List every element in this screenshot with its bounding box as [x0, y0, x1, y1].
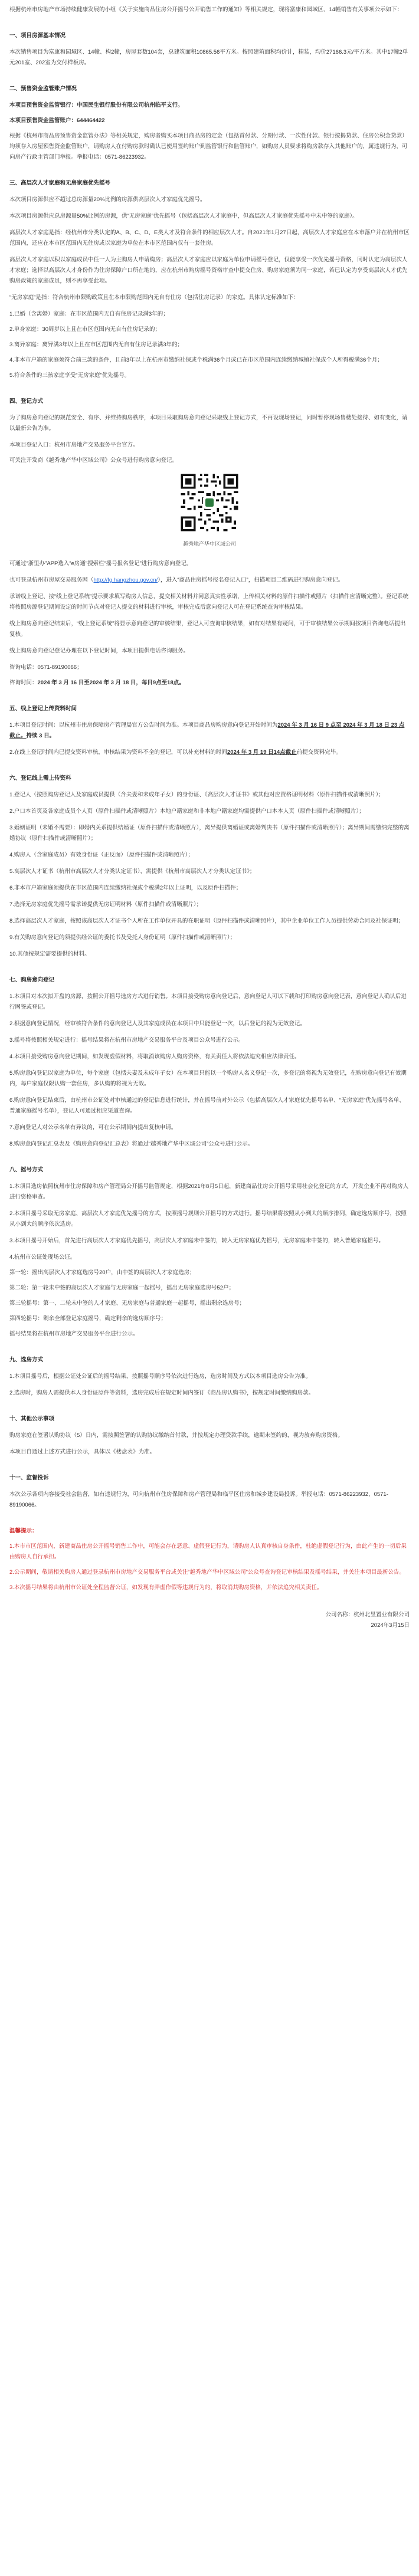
paragraph: 3.摇号将按照相关规定进行：摇号结果将在杭州市房地产交易服务平台及项目公众号进行公示。: [9, 1037, 244, 1043]
section-title: 十、其他公示事项: [9, 1416, 55, 1422]
paragraph: 4.杭州市公证处现场公证。: [9, 1254, 76, 1261]
text-run: ），进入“商品住房摇号报名登记入口”，扫描项目二维码进行购房意向登记。: [158, 577, 344, 583]
paragraph: 根据《杭州市商品房预售资金监管办法》等相关规定，购房者购买本项目商品房的定金（包括首付款、分期付款、一次性付款、银行按揭贷款、住房公积金贷款）均须存入房屋预售资金监管账户，请购房人在付购房款时确认已使用签约账户到监管银行和监管账户，如购房人员要求将购房款存入其他账户的，属违规行为，可向房产行政主管部门举报。举报电话：0571-86223932。: [9, 133, 408, 160]
lottery-round: 第一轮：摇出高层次人才家庭选房号20户，由中签的高层次人才家庭选房；: [9, 1269, 195, 1276]
list-item: 8.选择高层次人才家庭，按照该高层次人才证书个人所在工作单位开具的在职证明（原件扫描件或清晰照片），其中企业单位工作人员提供劳动合同及社保证明；: [9, 918, 404, 924]
reminder-item: 2.公示期间，敬请相关购房人通过登录杭州市房地产交易服务平台或关注“越秀地产华中区域公司”公众号查询登记审核结果及摇号结果，并关注本项目最新公告。: [9, 1569, 405, 1576]
list-item: 3.离异家庭：离异满3年以上且在市区范围内无自有住房记录满3年的；: [9, 342, 183, 348]
list-item: 6.非本市户籍家庭须提供在市区范围内连续缴纳社保或个税满2年以上证明，以及原件扫描件；: [9, 885, 242, 891]
text-run: 也可登录杭州市房屋交易服务网（: [9, 577, 94, 583]
paragraph: 本次项目房源供应不超过总房源量20%比例的房源供高层次人才家庭优先摇号。: [9, 196, 206, 203]
paragraph: 3.本项目摇号开始后，首先进行高层次人才家庭优先摇号，高层次人才家庭未中签的，转入无房家庭优先摇号，无房家庭未中签的，转入普通家庭摇号。: [9, 1238, 384, 1244]
paragraph: 2.本项目摇号采取无房家庭、高层次人才家庭优先摇号的方式，按照摇号规则公开摇号的方式进行。摇号结果将按照从小到大的顺序排列，确定选房顺序号，按照从小到大的顺序依次选房。: [9, 1210, 407, 1228]
paragraph: 本项目自通过上述方式进行公示，具体以《楼盘表》为准。: [9, 1449, 156, 1455]
section-title: 十一、监督投诉: [9, 1475, 49, 1481]
company-name: 公司名称：杭州北昱置业有限公司: [325, 1612, 410, 1618]
announcement-date: 2024年3月15日: [371, 1622, 410, 1629]
section-title: 三、高层次人才家庭和无房家庭优先摇号: [9, 180, 111, 186]
signature-block: [9, 1610, 410, 1631]
section-registration-method: [9, 396, 410, 688]
section-escrow-account: [9, 84, 410, 163]
reminder-item: 3.本次摇号结果将由杭州市公证处全程监督公证，如发现有弄虚作假等违规行为的，将取消其购房资格，并依法追究相关责任。: [9, 1584, 323, 1591]
list-item: 7.选择无房家庭优先摇号需承诺提供无房证明材料（原件扫描件或清晰照片）；: [9, 901, 202, 908]
paragraph: 4.本项目接受购房意向登记期间，如发现虚假材料，将取消该购房人购房资格，有关责任人将依法追究相应法律责任。: [9, 1054, 300, 1060]
section-title: 一、项目房源基本情况: [9, 32, 66, 39]
list-item: 1.已婚（含离婚）家庭：在市区范围内无自有住房记录满3年的；: [9, 311, 169, 317]
consult-time-value: 2024 年 3 月 16 日至2024 年 3 月 18 日，每日9点至18点。: [37, 680, 185, 686]
paragraph: 7.意向登记人对公示名单有异议的，可在公示期间内提出复核申请。: [9, 1124, 177, 1131]
paragraph: 线上购房意向登记结束后，“线上登记系统”将显示意向登记的审核结果，登记人可查询审核结果，如有对结果有疑问，可于审核结果公示期间按项目咨询电话提出复核。: [9, 621, 406, 638]
paragraph: “无房家庭”是指：符合杭州市限购政策且在本市限购范围内无自有住房（包括住房记录）的家庭。具体认定标准如下：: [9, 294, 299, 301]
paragraph: 2.根据意向登记情况，经审核符合条件的意向登记人及其家庭成员在本项目中只能登记一次，以后登记的视为无效登记。: [9, 1020, 306, 1027]
section-required-documents: [9, 773, 410, 960]
section-title: 八、摇号方式: [9, 1167, 44, 1173]
qr-code-block: [9, 472, 410, 549]
section-title: 七、购房意向登记: [9, 977, 55, 983]
paragraph: 1.本项目摇号后，根据公证处公证后的摇号结果，按照摇号顺序号依次进行选房，选房时间及方式以本项目选房公告为准。: [9, 1373, 312, 1380]
consult-time: [9, 678, 410, 688]
text-run: 2.在线上登记时间内已提交资料审核，审核结果为资料不全的登记，可以补充材料的时间: [9, 749, 227, 756]
section-title: 九、选房方式: [9, 1357, 44, 1363]
paragraph: 2.选房时，购房人需提供本人身份证原件等资料，选房完成后在规定时间内签订《商品房认购书》，按规定时间缴纳购房款。: [9, 1390, 315, 1396]
section-other-matters: [9, 1414, 410, 1458]
paragraph: 购房家庭在签署认购协议（5）日内，需按照签署的认购协议缴纳首付款，并按规定办理贷款手续，逾期未签约的，视为放弃购房资格。: [9, 1432, 343, 1439]
text-run: 持续 3 日。: [26, 733, 55, 739]
section-selection-method: [9, 1355, 410, 1399]
section-title: 四、登记方式: [9, 398, 44, 405]
paragraph: 高层次人才家庭以积以家庭成员中任一人为主购房人申请购房；高层次人才家庭应以家庭为单位申请摇号登记，仅能享受一次优先摇号资格，同时认定为高层次人才家庭；选择以高层次人才身份作为住房保障户口所在地的，应在杭州市购房摇号资格审查中提交住房、购房家庭须为同一家庭，若已认定为享受高层次人才优先购房政策的家庭成员，则不再享受此项。: [9, 257, 408, 284]
paragraph: 本项目登记入口：杭州市房地产交易服务平台官方。: [9, 442, 139, 448]
text-run: 咨询时间：: [9, 680, 38, 686]
list-item: 5.高层次人才证书（杭州市高层次人才分类认定证书），需提供《杭州市高层次人才分类认定证书》；: [9, 868, 256, 875]
paragraph: 为了购房意向登记的规范安全、有序、并维持购房秩序，本项目采取购房意向登记采取线上登记方式，不再设现场登记，同时暂停现场售楼处接待、如有变化，请以最新公告为准。: [9, 415, 408, 432]
paragraph: [9, 720, 410, 741]
paragraph: 摇号结果将在杭州市房地产交易服务平台进行公示。: [9, 1331, 139, 1337]
list-item: 4.购房人（含家庭成员）有效身份证（正反面）（原件扫描件或清晰照片）；: [9, 852, 194, 858]
escrow-account-number: 本项目预售资金监管账户：644464422: [9, 117, 105, 124]
paragraph: 本次销售项目为富康和园域区、14幢、构2幢，房屋套数104套，总建筑面积10865.56平方米。按照建筑面积均价计，精装，均价27166.3元/平方米。其中17幢2单元201室、202室为交付样板房。: [9, 49, 408, 66]
paragraph: [9, 575, 410, 586]
section-title: 五、线上登记上传资料时间: [9, 705, 77, 712]
list-item: 5.符合条件的三孩家庭享受“无房家庭”优先摇号。: [9, 372, 130, 379]
section-project-info: [9, 31, 410, 68]
list-item: 10.其他按规定需要提供的材料。: [9, 951, 90, 957]
list-item: 2.户口本首页及各家庭成员个人页（原件扫描件或清晰照片）本地户籍家庭和非本地户籍家庭均需提供户口本本人页（原件扫描件或清晰照片）；: [9, 808, 365, 815]
text-run: 前提交资料完毕。: [296, 749, 342, 756]
supplement-deadline: 2024 年 3 月 19 日14点截止: [227, 749, 297, 756]
registration-period: 2024 年 3 月 16 日 9 点至 2024 年 3 月 18 日 23 点截止。: [9, 722, 405, 739]
qr-code-image[interactable]: [179, 472, 240, 533]
paragraph: 1.本项目选房依照杭州市住房保障和房产管理局公开摇号监管规定，根据2021年8月5日起，新建商品住房公开摇号采用社会化登记的方式，开发企业不再对购房人进行资格审查。: [9, 1183, 409, 1200]
paragraph: 本次公示各项内容接受社会监督，如有违规行为，可向杭州市住房保障和房产管理局和临平区住房和城乡建设局投诉。举报电话：0571-86223932，0571-89190066。: [9, 1491, 388, 1508]
section-lottery-method: [9, 1165, 410, 1340]
paragraph: 5.购房意向登记以家庭为单位，每个家庭（包括夫妻及未成年子女）在本项目只能以一个购房人名义登记一次，多登记的将视为无效登记，在购房意向登记有效期内，每户家庭仅限认购一套住房，多认购的将视为无效。: [9, 1070, 407, 1087]
section-title: 二、预售资金监管账户情况: [9, 86, 77, 92]
registration-site-link[interactable]: http://fg.hangzhou.gov.cn/: [93, 577, 158, 583]
consult-phone: 咨询电话：0571-89190066；: [9, 664, 83, 671]
list-item: 1.登记人（按照购房登记人及家庭成员提供（含夫妻和未成年子女）的身份证、《高层次人才证书》或其他对应资格证明材料（原件扫描件或清晰照片）；: [9, 792, 384, 798]
section-intent-registration: [9, 975, 410, 1150]
warm-reminder-title: 温馨提示：: [9, 1528, 38, 1534]
paragraph: 8.购房意向登记汇总表及《购房意向登记汇总表》将通过“越秀地产华中区域公司”公众号进行公示。: [9, 1141, 254, 1147]
paragraph: [9, 747, 410, 758]
qr-caption: 越秀地产华中区域公司: [182, 541, 236, 547]
paragraph: 6.购房意向登记结束后，由杭州市公证处对审核通过的登记信息进行统计，并在摇号前对外公示（包括高层次人才家庭优先摇号名单、“无房家庭”优先摇号名单、普通家庭摇号名单），登记人可通过相应渠道查询。: [9, 1097, 405, 1114]
paragraph: 高层次人才家庭是指：经杭州市分类认定的A、B、C、D、E类人才及符合条件的相应层次人才。自2021年1月27日起，高层次人才家庭应在本市落户并在杭州市区范围内，还应在本市区范围内无住房或以家庭为单位在本市区范围内仅有一套住房。: [9, 229, 410, 247]
section-priority-families: [9, 178, 410, 381]
intro-paragraph: 根据杭州市房地产市场持续健康发展的小组《关于实施商品住房公开摇号公开销售工作的通知》等相关规定，现将富康和园域区、14幢销售有关事项公示如下：: [9, 6, 403, 13]
lottery-round: 第三轮摇号：第一、二轮未中签的人才家庭、无房家庭与普通家庭一起摇号，摇出剩余选房号；: [9, 1300, 245, 1307]
escrow-bank: 本项目预售资金监管银行：中国民生银行股份有限公司杭州临平支行。: [9, 102, 184, 109]
list-item: 2.单身家庭：30周岁以上且在市区范围内无自有住房记录的；: [9, 326, 161, 333]
list-item: 9.有关购房意向登记的须提供经公证的委托书及受托人身份证明（原件扫描件或清晰照片）；: [9, 934, 236, 941]
section-upload-time: [9, 704, 410, 758]
section-supervision: [9, 1473, 410, 1511]
lottery-round: 第二轮：第一轮未中签的高层次人才家庭与无房家庭一起摇号，摇出无房家庭选房号52户；: [9, 1285, 235, 1291]
reminder-item: 1.本市市区范围内，新建商品住房公开摇号销售工作中，可能会存在恶意、虚假登记行为，请购房人认真审核自身条件，杜绝虚假登记行为，由此产生的一切后果由购房人自行承担。: [9, 1543, 407, 1560]
paragraph: 承诺线上登记、按“线上登记系统”提示要求填写购房人信息，提交相关材料并同意真实性承诺，上传相关材料的原件扫描件或照片（扫描件应清晰完整）。登记系统将按照房源登记期间设定的时间节点对登记人提交的材料进行审核，审核完成后意向登记人可在登记系统查询审核结果。: [9, 593, 409, 611]
paragraph: 可关注开发商《越秀地产华中区域公司》公众号进行购房意向登记。: [9, 457, 178, 464]
section-title: 六、登记线上需上传资料: [9, 775, 71, 782]
paragraph: 本次项目房源供应总房源量50%比例的房源，供“无房家庭”优先摇号（包括高层次人才家庭中，但高层次人才家庭优先摇号中未中签的家庭）。: [9, 213, 358, 219]
paragraph: 可通过“浙里办”APP选入“e房通”搜索栏“摇号报名登记”进行购房意向登记。: [9, 560, 192, 567]
text-run: 1.本项目登记时间：以杭州市住房保障房产管理局官方公告时间为准。本项目商品房购房意向登记开始时间为: [9, 722, 278, 729]
list-item: 4.非本市户籍的家庭须符合前三款的条件，且前3年以上在杭州市缴纳社保或个税满36个月或已在市区范围内连续缴纳城镇社保或个人所得税满36个月；: [9, 357, 383, 363]
paragraph: 1.本项目对本次拟开盘的房源，按照公开摇号选房方式进行销售。本项目接受购房意向登记后，意向登记人可以下载和打印购房意向登记表，意向登记人确认后进行网签或登记。: [9, 993, 407, 1010]
list-item: 3.婚姻证明（未婚不需要）：即婚内关系提供结婚证（原件扫描件或清晰照片），离异提供离婚证或离婚判决书（原件扫描件或清晰照片）；离异期间需缴纳完整的离婚协议（原件扫描件或清晰照片）；: [9, 825, 410, 842]
warm-reminder: [9, 1526, 410, 1593]
paragraph: 线上购房意向登记登记办理在以下登记时间，本项目提供电话咨询服务。: [9, 648, 189, 654]
lottery-round: 第四轮摇号：剩余全部登记家庭摇号，确定剩余的选房顺序号；: [9, 1315, 167, 1322]
